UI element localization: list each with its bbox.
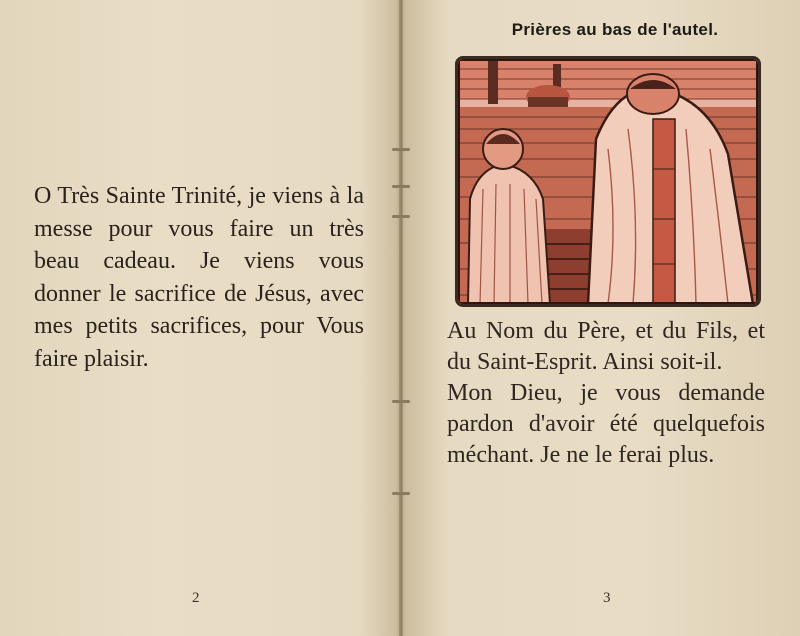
priest-and-altar-boy-woodcut-icon [455,56,761,307]
prayer-sign-of-cross: Au Nom du Père, et du Fils, et du Saint-Esprit. Ainsi soit-il. [447,318,765,375]
right-page-body [447,316,765,471]
left-page-body: O Très Sainte Trinité, je viens à la messe pour vous faire un très beau cadeau. Je viens vous donner le sacrifice de Jésus, avec mes petits sacrifices, pour Vous faire plaisir. [34,183,364,372]
right-page-heading: Prières au bas de l'autel. [511,20,719,39]
right-page-number: 3 [603,590,611,606]
left-page-number: 2 [192,590,200,606]
prayer-act-of-contrition: Mon Dieu, je vous demande pardon d'avoir été quelquefois méchant. Je ne le ferai plus. [447,380,765,468]
